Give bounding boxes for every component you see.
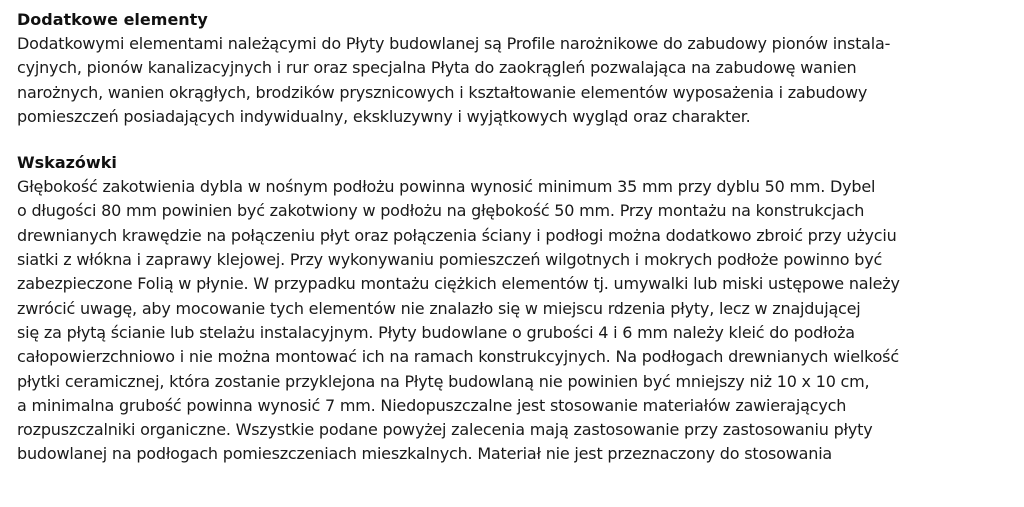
paragraph-line: a minimalna grubość powinna wynosić 7 mm. Niedopuszczalne jest stosowanie materiałów zawierających [17, 395, 847, 415]
paragraph-line: narożnych, wanien okrągłych, brodzików prysznicowych i kształtowanie elementów wyposażenia i zabudowy [17, 82, 868, 102]
paragraph-line: o długości 80 mm powinien być zakotwiony w podłożu na głębokość 50 mm. Przy montażu na konstrukcjach [17, 201, 865, 221]
paragraph-line: rozpuszczalniki organiczne. Wszystkie podane powyżej zalecenia mają zastosowanie przy zastosowaniu płyty [17, 420, 873, 440]
paragraph-line: Głębokość zakotwienia dybla w nośnym podłożu powinna wynosić minimum 35 mm przy dyblu 50 mm. Dybel [17, 177, 876, 197]
paragraph-line: płytki ceramicznej, która zostanie przyklejona na Płytę budowlaną nie powinien być mniejszy niż 10 x 10 cm, [17, 371, 870, 391]
paragraph-line: się za płytą ścianie lub stelażu instalacyjnym. Płyty budowlane o grubości 4 i 6 mm należy kleić do podłoża [17, 322, 855, 342]
paragraph-line: całopowierzchniowo i nie można montować ich na ramach konstrukcyjnych. Na podłogach drewnianych wielkość [17, 347, 899, 367]
section-heading: Dodatkowe elementy [17, 10, 208, 29]
paragraph-line: zwrócić uwagę, aby mocowanie tych elementów nie znalazło się w miejscu rdzenia płyty, lecz w znajdującej [17, 298, 861, 318]
paragraph-line: pomieszczeń posiadających indywidualny, ekskluzywny i wyjątkowych wygląd oraz charakter. [17, 106, 751, 126]
paragraph-line: siatki z włókna i zaprawy klejowej. Przy wykonywaniu pomieszczeń wilgotnych i mokrych podłoże powinno być [17, 250, 883, 270]
document-body [17, 8, 1017, 467]
paragraph-line: drewnianych krawędzie na połączeniu płyt oraz połączenia ściany i podłogi można dodatkowo zbroić przy użyciu [17, 225, 897, 245]
paragraph-line: cyjnych, pionów kanalizacyjnych i rur oraz specjalna Płyta do zaokrągleń pozwalająca na zabudowę wanien [17, 58, 857, 78]
paragraph-line: zabezpieczone Folią w płynie. W przypadku montażu ciężkich elementów tj. umywalki lub miski ustępowe należy [17, 274, 900, 294]
paragraph-line: budowlanej na podłogach pomieszczeniach mieszkalnych. Materiał nie jest przeznaczony do stosowania [17, 444, 833, 464]
paragraph-line: Dodatkowymi elementami należącymi do Płyty budowlanej są Profile narożnikowe do zabudowy pionów instala- [17, 34, 891, 53]
section-guidelines [17, 151, 1017, 467]
section-heading: Wskazówki [17, 153, 117, 173]
section-additional-elements [17, 8, 1017, 129]
